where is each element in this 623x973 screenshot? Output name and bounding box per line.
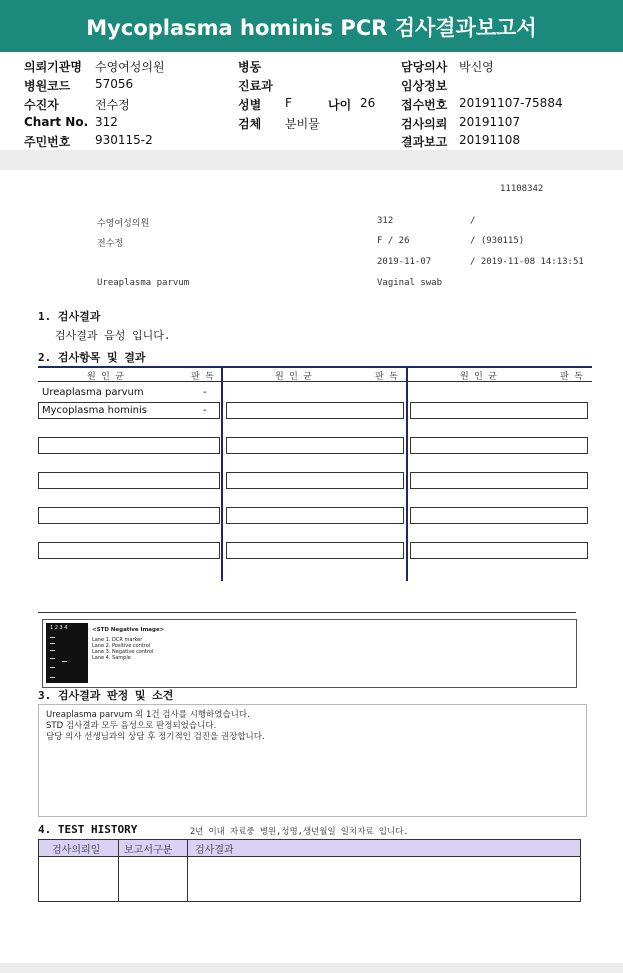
gel-legend-1: Lane 1. DCR marker (92, 637, 143, 643)
result-cell (410, 437, 588, 454)
pathogen-name: Ureaplasma parvum (42, 387, 144, 398)
age-label: 나이 (328, 98, 352, 112)
history-col-result: 검사결과 (195, 845, 234, 856)
request-value: 20191107 (459, 115, 521, 129)
doctor-value: 박신영 (459, 60, 494, 74)
result-cell (410, 542, 588, 559)
ward-label: 병동 (238, 60, 262, 74)
section4-note: 2년 이내 자료중 병원,성명,생년월일 일치자료 입니다. (190, 827, 409, 837)
result-cell (38, 542, 220, 559)
report-title: Mycoplasma hominis PCR 검사결과보고서 (86, 16, 537, 40)
report-date-reported: / 2019-11-08 14:13:51 (470, 257, 584, 267)
column-divider-1 (221, 366, 223, 581)
pathogen-result: - (203, 387, 207, 398)
report-label: 결과보고 (401, 135, 448, 149)
section3-heading: 3. 검사결과 판정 및 소견 (38, 689, 174, 702)
finding-line: Ureaplasma parvum 외 1건 검사를 시행하였습니다. (46, 710, 250, 720)
chart-value: 312 (95, 115, 118, 129)
gel-lane-numbers: 1 2 3 4 (50, 625, 68, 631)
history-col-divider (187, 840, 188, 901)
result-cell (38, 437, 220, 454)
resident-value: 930115-2 (95, 133, 153, 147)
gel-legend-3: Lane 3. Negative control (92, 649, 154, 655)
result-cell (38, 472, 220, 489)
results-table-top-rule (38, 366, 592, 368)
report-chart: 312 (377, 216, 394, 226)
finding-line: STD 검사결과 모두 음성으로 판정되었습니다. (46, 721, 217, 731)
footer-band (0, 963, 623, 973)
result-cell (410, 507, 588, 524)
result-cell (410, 472, 588, 489)
col-judgment-3: 판 독 (560, 372, 583, 382)
doctor-label: 담당의사 (401, 60, 448, 74)
sex-value: F (285, 96, 292, 110)
history-col-report-type: 보고서구분 (124, 845, 173, 856)
gel-image-panel (42, 619, 577, 688)
report-clinic: 수영여성의원 (97, 219, 150, 229)
hospital-code-value: 57056 (95, 77, 134, 91)
pathogen-result: - (203, 405, 207, 416)
col-pathogen-3: 원 인 균 (460, 372, 497, 382)
specimen-label: 검체 (238, 117, 262, 131)
column-divider-2 (406, 366, 408, 581)
gel-title: <STD Negative Image> (92, 627, 165, 633)
patient-label: 수진자 (24, 98, 59, 112)
history-col-request-date: 검사의뢰일 (52, 845, 101, 856)
history-col-divider (118, 840, 119, 901)
receipt-label: 접수번호 (401, 98, 448, 112)
gel-image (46, 623, 88, 683)
report-date-collected: 2019-11-07 (377, 257, 432, 267)
result-cell (226, 507, 404, 524)
resident-label: 주민번호 (24, 135, 71, 149)
pathogen-name: Mycoplasma hominis (42, 405, 147, 416)
history-table (38, 839, 581, 902)
result-cell (226, 542, 404, 559)
sex-label: 성별 (238, 98, 262, 112)
divider-band (0, 150, 623, 170)
report-id: 11108342 (500, 184, 544, 194)
col-judgment-2: 판 독 (375, 372, 398, 382)
clinical-label: 임상정보 (401, 79, 448, 93)
findings-box (38, 704, 587, 817)
report-test-name: Ureaplasma parvum (97, 278, 190, 288)
patient-value: 전수정 (95, 98, 130, 112)
section4-heading: 4. TEST HISTORY (38, 823, 138, 836)
report-chart-sep: / (470, 216, 476, 226)
result-cell (226, 402, 404, 419)
col-pathogen-2: 원 인 균 (275, 372, 312, 382)
result-cell (226, 472, 404, 489)
history-header (39, 840, 580, 857)
institution-value: 수영여성의원 (95, 60, 165, 74)
title-bar (0, 0, 623, 52)
result-cell (38, 402, 220, 419)
gel-rule (38, 612, 576, 613)
result-cell (38, 507, 220, 524)
result-cell (410, 402, 588, 419)
department-label: 진료과 (238, 79, 273, 93)
col-pathogen-1: 원 인 균 (87, 372, 124, 382)
receipt-value: 20191107-75884 (459, 96, 563, 110)
age-value: 26 (360, 96, 376, 110)
report-specimen: Vaginal swab (377, 278, 443, 288)
report-value: 20191108 (459, 133, 521, 147)
gel-legend-4: Lane 4. Sample (92, 655, 131, 661)
report-sex-age: F / 26 (377, 236, 410, 246)
finding-line: 담당 의사 선생님과의 상담 후 정기적인 검진을 권장합니다. (46, 732, 265, 742)
col-judgment-1: 판 독 (191, 372, 214, 382)
section1-text: 검사결과 음성 입니다. (55, 329, 171, 342)
section1-heading: 1. 검사결과 (38, 310, 101, 323)
section2-heading: 2. 검사항목 및 결과 (38, 351, 146, 364)
hospital-code-label: 병원코드 (24, 79, 71, 93)
specimen-value: 분비물 (285, 117, 320, 131)
report-birth: / (930115) (470, 236, 525, 246)
request-label: 검사의뢰 (401, 117, 448, 131)
gel-legend-2: Lane 2. Positive control (92, 643, 151, 649)
result-cell (226, 437, 404, 454)
report-patient: 전수정 (97, 239, 124, 249)
chart-label: Chart No. (24, 115, 89, 129)
institution-label: 의뢰기관명 (24, 60, 82, 74)
